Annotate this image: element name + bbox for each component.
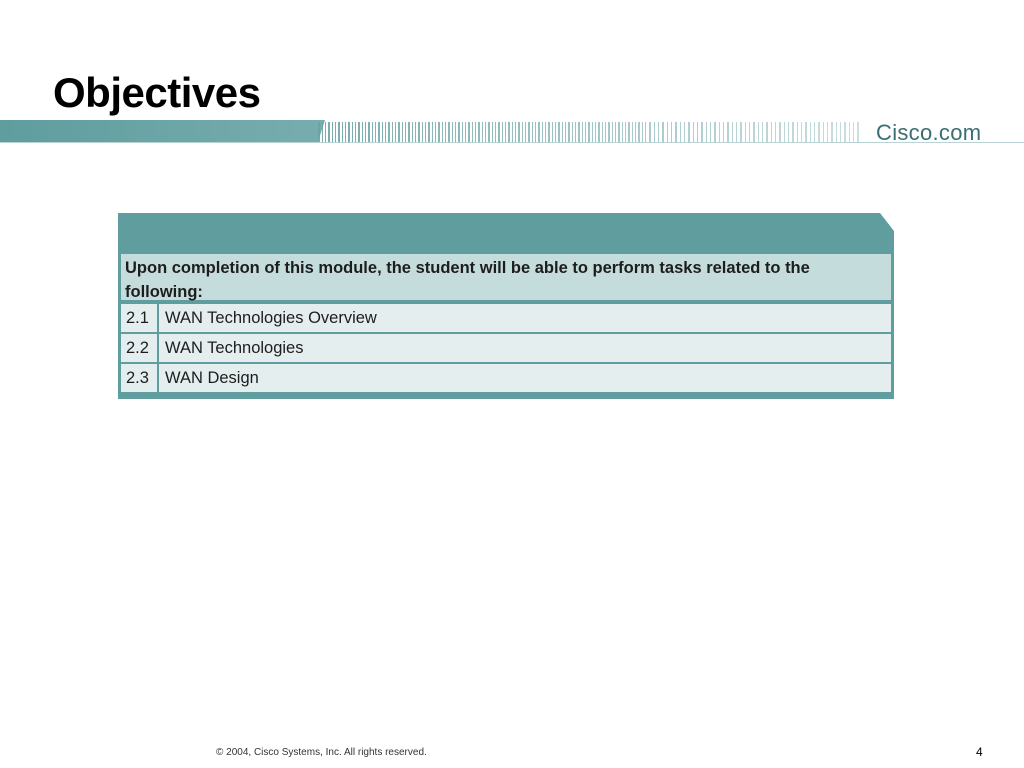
table-row	[121, 364, 891, 392]
barcode-stripe	[492, 122, 493, 142]
barcode-stripe	[654, 122, 655, 142]
barcode-stripe	[392, 122, 393, 142]
barcode-stripe	[784, 122, 785, 142]
barcode-stripe	[740, 122, 742, 142]
brand-logo-text: Cisco.com	[876, 120, 982, 145]
barcode-stripe	[608, 122, 610, 142]
barcode-stripe	[475, 122, 476, 142]
barcode-stripe	[558, 122, 560, 142]
barcode-stripe	[827, 122, 828, 142]
table-header-bar	[118, 213, 894, 253]
barcode-stripe	[372, 122, 373, 142]
barcode-stripe	[338, 122, 340, 142]
barcode-stripe	[688, 122, 690, 142]
barcode-stripe	[618, 122, 620, 142]
footer-copyright: © 2004, Cisco Systems, Inc. All rights reserved.	[216, 747, 427, 758]
barcode-stripe	[645, 122, 646, 142]
objective-number: 2.2	[121, 334, 157, 362]
barcode-stripe	[482, 122, 483, 142]
objective-label: WAN Technologies	[159, 334, 891, 362]
barcode-stripe	[632, 122, 633, 142]
barcode-stripe	[723, 122, 724, 142]
barcode-stripe	[355, 122, 356, 142]
barcode-stripe	[408, 122, 410, 142]
barcode-stripe	[857, 122, 859, 142]
barcode-stripe	[625, 122, 626, 142]
barcode-stripe	[797, 122, 798, 142]
barcode-stripe	[462, 122, 463, 142]
barcode-stripe	[805, 122, 807, 142]
barcode-stripe	[522, 122, 523, 142]
barcode-stripe	[452, 122, 453, 142]
barcode-stripe	[622, 122, 623, 142]
barcode-stripe	[775, 122, 776, 142]
barcode-stripe	[736, 122, 737, 142]
barcode-stripe	[412, 122, 413, 142]
barcode-stripe	[578, 122, 580, 142]
barcode-stripe	[680, 122, 681, 142]
barcode-stripe	[662, 122, 664, 142]
barcode-stripe	[792, 122, 794, 142]
barcode-stripe	[518, 122, 520, 142]
barcode-stripe	[435, 122, 436, 142]
barcode-stripe	[779, 122, 781, 142]
objective-number: 2.3	[121, 364, 157, 392]
barcode-stripe	[719, 122, 720, 142]
barcode-stripe	[505, 122, 506, 142]
barcode-stripe	[368, 122, 370, 142]
barcode-stripe	[442, 122, 443, 142]
barcode-stripe	[552, 122, 553, 142]
barcode-stripe	[345, 122, 346, 142]
barcode-stripe	[382, 122, 383, 142]
barcode-stripe	[697, 122, 698, 142]
barcode-stripe	[478, 122, 480, 142]
barcode-stripe	[753, 122, 755, 142]
barcode-stripe	[836, 122, 837, 142]
barcode-stripe	[335, 122, 336, 142]
barcode-stripe	[732, 122, 733, 142]
barcode-stripe	[488, 122, 490, 142]
barcode-stripe	[667, 122, 668, 142]
barcode-stripe	[615, 122, 616, 142]
barcode-stripe	[840, 122, 841, 142]
barcode-stripe	[758, 122, 759, 142]
barcode-stripe	[318, 122, 320, 142]
barcode-stripe	[525, 122, 526, 142]
barcode-stripe	[455, 122, 456, 142]
barcode-stripe	[495, 122, 496, 142]
objective-number: 2.1	[121, 304, 157, 332]
barcode-stripe	[358, 122, 360, 142]
barcode-stripe	[342, 122, 343, 142]
page-number: 4	[976, 745, 983, 759]
table-row	[121, 334, 891, 362]
barcode-stripe	[605, 122, 606, 142]
objective-label: WAN Technologies Overview	[159, 304, 891, 332]
barcode-stripe	[568, 122, 570, 142]
header-bar	[0, 118, 1024, 144]
barcode-stripe	[375, 122, 376, 142]
barcode-stripe	[612, 122, 613, 142]
barcode-stripe	[325, 122, 326, 142]
barcode-stripe	[528, 122, 530, 142]
barcode-stripe	[638, 122, 640, 142]
barcode-stripe	[512, 122, 513, 142]
barcode-stripe	[532, 122, 533, 142]
barcode-stripe	[693, 122, 694, 142]
objective-label: WAN Design	[159, 364, 891, 392]
barcode-stripe	[555, 122, 556, 142]
objectives-table	[118, 213, 894, 399]
barcode-stripe	[658, 122, 659, 142]
barcode-stripe	[405, 122, 406, 142]
barcode-stripe	[445, 122, 446, 142]
barcode-stripe	[428, 122, 430, 142]
barcode-stripe	[844, 122, 846, 142]
barcode-stripe	[853, 122, 854, 142]
barcode-stripe	[485, 122, 486, 142]
barcode-stripe	[562, 122, 563, 142]
slide-title: Objectives	[53, 69, 261, 116]
barcode-stripe	[432, 122, 433, 142]
barcode-stripe	[595, 122, 596, 142]
barcode-stripe	[582, 122, 583, 142]
barcode-stripe	[545, 122, 546, 142]
barcode-stripe	[348, 122, 350, 142]
barcode-stripe	[706, 122, 707, 142]
barcode-stripe	[818, 122, 820, 142]
barcode-stripe	[831, 122, 833, 142]
barcode-stripe	[727, 122, 729, 142]
barcode-stripe	[598, 122, 600, 142]
barcode-stripe	[458, 122, 460, 142]
barcode-stripe	[572, 122, 573, 142]
barcode-stripe	[823, 122, 824, 142]
barcode-stripe	[322, 122, 323, 142]
barcode-stripe	[701, 122, 703, 142]
barcode-stripe	[378, 122, 380, 142]
barcode-stripe	[352, 122, 353, 142]
barcode-stripe	[671, 122, 672, 142]
barcode-stripe	[565, 122, 566, 142]
barcode-stripe	[465, 122, 466, 142]
barcode-stripe	[585, 122, 586, 142]
barcode-stripe	[814, 122, 815, 142]
barcode-stripe	[332, 122, 333, 142]
barcode-stripe	[395, 122, 396, 142]
barcode-stripe	[771, 122, 772, 142]
barcode-stripe	[762, 122, 763, 142]
barcode-stripe	[328, 122, 330, 142]
barcode-stripe	[448, 122, 450, 142]
barcode-stripe	[628, 122, 630, 142]
barcode-stripe	[472, 122, 473, 142]
barcode-stripe	[415, 122, 416, 142]
barcode-stripe	[675, 122, 677, 142]
barcode-stripe	[575, 122, 576, 142]
barcode-stripe	[418, 122, 420, 142]
table-body	[118, 251, 894, 399]
barcode-stripe	[766, 122, 768, 142]
barcode-stripe	[385, 122, 386, 142]
table-intro-cell: Upon completion of this module, the student will be able to perform tasks related to the following:	[121, 254, 891, 300]
barcode-stripe	[592, 122, 593, 142]
barcode-stripe	[635, 122, 636, 142]
barcode-stripe	[745, 122, 746, 142]
barcode-stripe	[588, 122, 590, 142]
barcode-stripe	[438, 122, 440, 142]
barcode-stripe	[710, 122, 711, 142]
barcode-stripe	[508, 122, 510, 142]
barcode-stripe	[801, 122, 802, 142]
barcode-stripe	[398, 122, 400, 142]
barcode-stripe	[788, 122, 789, 142]
barcode-stripe	[849, 122, 850, 142]
barcode-stripe	[649, 122, 651, 142]
barcode-stripe	[388, 122, 390, 142]
barcode-stripe	[422, 122, 423, 142]
barcode-stripe	[602, 122, 603, 142]
barcode-stripe-graphic	[0, 118, 1024, 144]
barcode-stripe	[810, 122, 811, 142]
barcode-stripe	[684, 122, 685, 142]
barcode-stripe	[749, 122, 750, 142]
barcode-stripe	[402, 122, 403, 142]
barcode-stripe	[548, 122, 550, 142]
barcode-stripe	[535, 122, 536, 142]
barcode-stripe	[515, 122, 516, 142]
barcode-stripe	[714, 122, 716, 142]
table-row	[121, 304, 891, 332]
barcode-stripe	[468, 122, 470, 142]
barcode-stripe	[502, 122, 503, 142]
barcode-stripe	[425, 122, 426, 142]
barcode-stripe	[542, 122, 543, 142]
barcode-stripe	[538, 122, 540, 142]
barcode-stripe	[498, 122, 500, 142]
barcode-stripe	[642, 122, 643, 142]
barcode-stripe	[365, 122, 366, 142]
barcode-stripe	[362, 122, 363, 142]
